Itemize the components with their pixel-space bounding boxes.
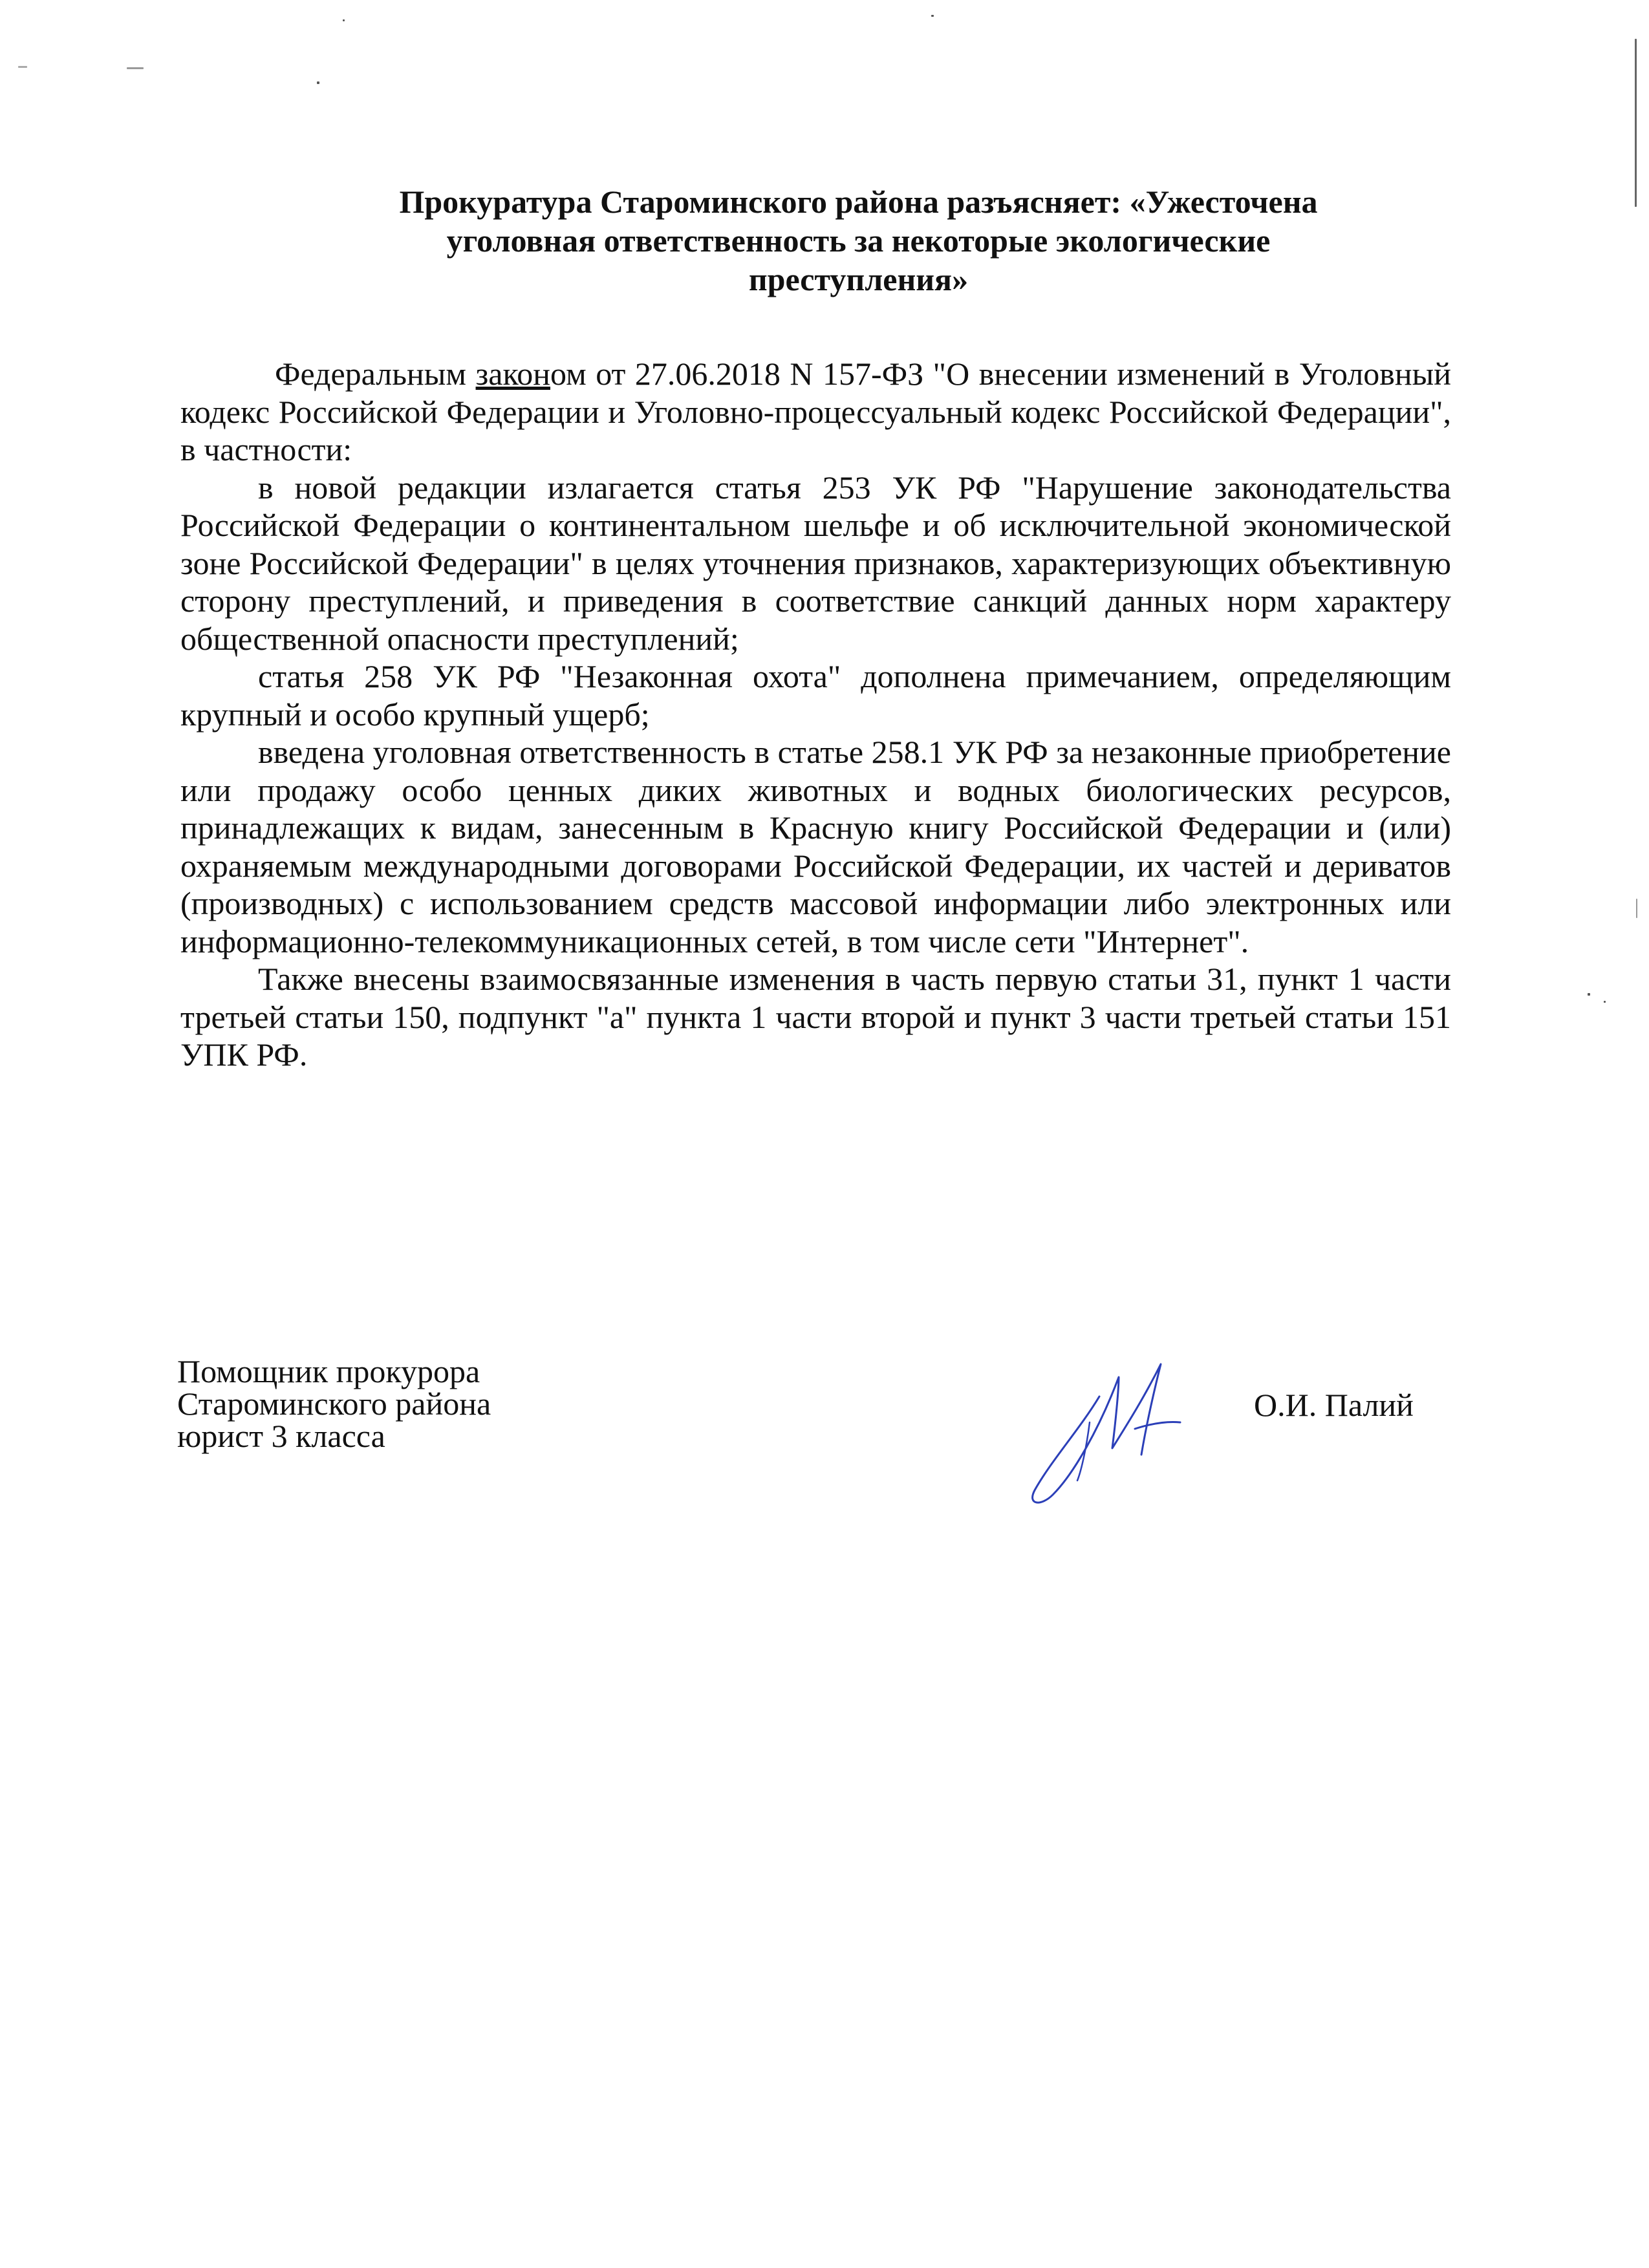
scan-speck <box>18 66 27 68</box>
scan-speck <box>1635 39 1637 207</box>
scan-speck <box>1636 899 1637 918</box>
document-body <box>180 355 1451 1074</box>
signer-position-line: Помощник прокурора <box>177 1353 480 1389</box>
document-title <box>285 182 1432 299</box>
law-link[interactable]: закон <box>475 356 551 392</box>
body-paragraph: введена уголовная ответственность в статье 258.1 УК РФ за незаконные приобретение или продажу особо ценных диких животных и водных биологических ресурсов, принадлежащих к видам, занесенным в Красную книгу Российской Федерации и (или) охраняемым международными договорами Российской Федерации, их частей и дериватов (производных) с использованием средств массовой информации либо электронных или информационно-телекоммуникационных сетей, в том числе сети "Интернет". <box>180 734 1451 959</box>
intro-paragraph <box>180 355 1451 469</box>
scan-speck <box>1604 1001 1606 1003</box>
signer-name: О.И. Палий <box>1254 1387 1414 1423</box>
body-paragraph: Также внесены взаимосвязанные изменения в часть первую статьи 31, пункт 1 части третьей статьи 150, подпункт "а" пункта 1 части второй и пункт 3 части третьей статьи 151 УПК РФ. <box>180 961 1451 1073</box>
signature-stroke <box>1033 1364 1161 1503</box>
signer-position <box>177 1355 491 1452</box>
intro-suffix: ом от 27.06.2018 N 157-ФЗ "О внесении изменений в Уголовный кодекс Российской Федерации и Уголовно-процессуальный кодекс Российской Федерации", в частности: <box>180 356 1451 467</box>
body-paragraph: статья 258 УК РФ "Незаконная охота" дополнена примечанием, определяющим крупный и особо крупный ущерб; <box>180 658 1451 733</box>
scan-speck <box>343 19 345 21</box>
handwritten-signature <box>1022 1351 1190 1513</box>
signature-stroke <box>1135 1422 1180 1429</box>
signer-position-line: Староминского района <box>177 1385 491 1422</box>
scan-speck <box>317 81 319 84</box>
signer-position-line: юрист 3 класса <box>177 1418 385 1454</box>
scan-speck <box>931 15 934 17</box>
body-paragraph: в новой редакции излагается статья 253 УК РФ "Нарушение законодательства Российской Федерации о континентальном шельфе и об исключительной экономической зоне Российской Федерации" в целях уточнения признаков, характеризующих объективную сторону преступлений, и приведения в соответствие санкций данных норм характеру общественной опасности преступлений; <box>180 469 1451 657</box>
scan-speck <box>127 67 144 69</box>
title-line: уголовная ответственность за некоторые экологические <box>446 222 1271 259</box>
title-line: преступления» <box>748 261 969 297</box>
intro-prefix: Федеральным <box>275 356 476 392</box>
scan-speck <box>1588 993 1590 996</box>
title-line: Прокуратура Староминского района разъясняет: «Ужесточена <box>399 184 1318 220</box>
